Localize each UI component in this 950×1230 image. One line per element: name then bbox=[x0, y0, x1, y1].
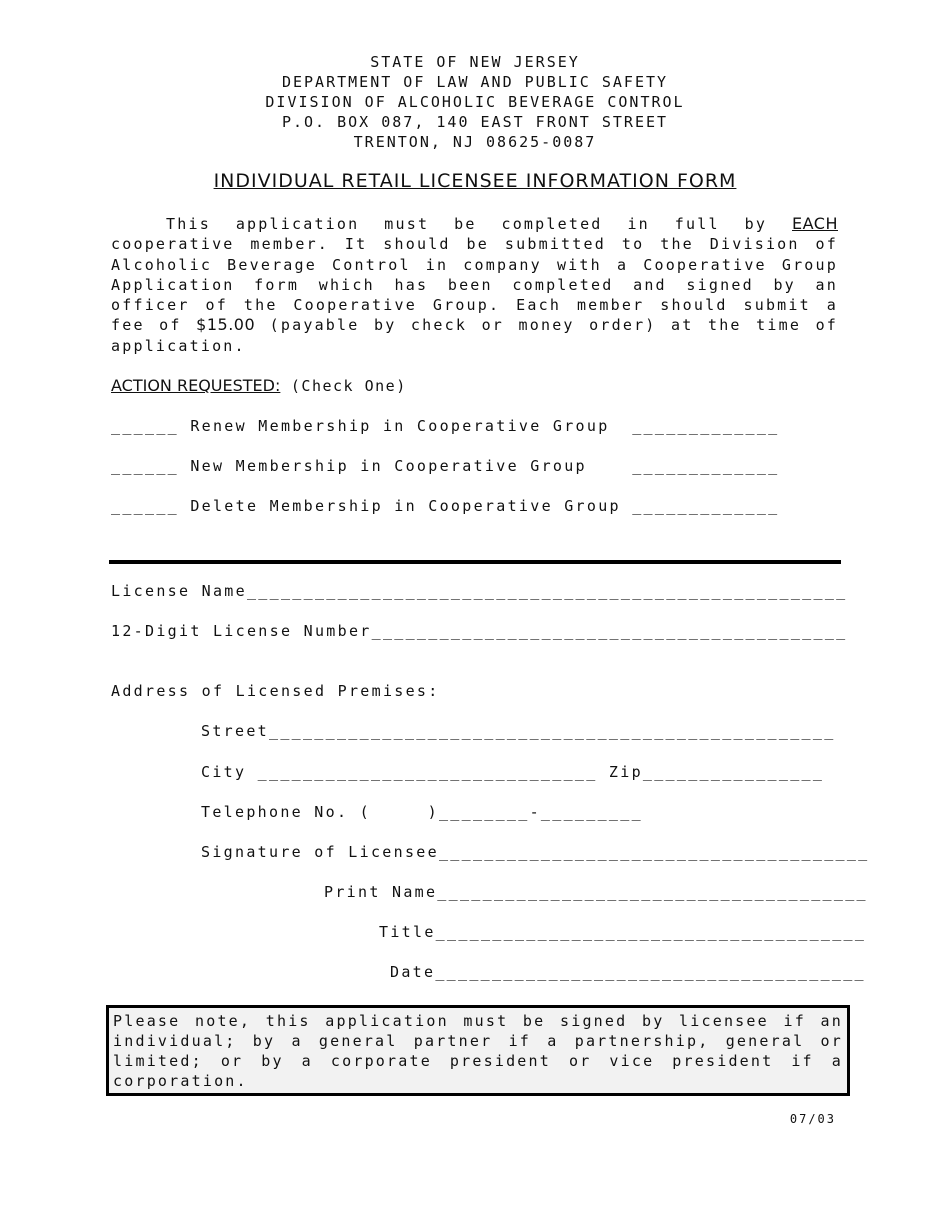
address-label: Address of Licensed Premises: bbox=[111, 682, 440, 700]
intro-part2: cooperative member. It should be submitted to the Division of Alcoholic Beverage Control in company with a Cooperative Group Application form which has been completed and signed by an officer of the Cooperative Group. Each member should submit a fee of bbox=[111, 235, 838, 335]
intro-fee: $15.00 bbox=[196, 315, 256, 335]
title-field[interactable]: Title______________________________________ bbox=[379, 923, 867, 941]
intro-each: EACH bbox=[792, 214, 838, 233]
action-requested bbox=[111, 376, 407, 395]
telephone-field[interactable]: Telephone No. ( )________-_________ bbox=[201, 803, 643, 821]
form-title-text: INDIVIDUAL RETAIL LICENSEE INFORMATION FORM bbox=[213, 170, 737, 192]
license-name-field[interactable]: License Name_____________________________________________________ bbox=[111, 582, 848, 600]
option-delete[interactable]: ______ Delete Membership in Cooperative Group _____________ bbox=[111, 497, 780, 515]
form-version: 07/03 bbox=[789, 1112, 836, 1126]
form-title bbox=[0, 170, 950, 192]
intro-part3: (payable by check or money order) at the time of application. bbox=[111, 316, 839, 355]
header-po-box: P.O. BOX 087, 140 EAST FRONT STREET bbox=[281, 113, 669, 131]
print-name-field[interactable]: Print Name______________________________________ bbox=[324, 883, 868, 901]
license-number-field[interactable]: 12-Digit License Number__________________________________________ bbox=[111, 622, 848, 640]
header-division: DIVISION OF ALCOHOLIC BEVERAGE CONTROL bbox=[265, 93, 685, 111]
signature-field[interactable]: Signature of Licensee______________________________________ bbox=[201, 843, 870, 861]
signature-note: Please note, this application must be signed by licensee if an individual; by a general partner if a partnership, general or limited; or by a corporate president or vice president if a corporation. bbox=[106, 1005, 850, 1096]
section-divider bbox=[109, 560, 841, 564]
city-zip-field[interactable]: City ______________________________ Zip________________ bbox=[201, 763, 825, 781]
header-city: TRENTON, NJ 08625-0087 bbox=[353, 133, 597, 151]
header-state: STATE OF NEW JERSEY bbox=[370, 53, 580, 71]
street-field[interactable]: Street__________________________________________________ bbox=[201, 722, 836, 740]
option-new[interactable]: ______ New Membership in Cooperative Group _____________ bbox=[111, 457, 780, 475]
option-renew[interactable]: ______ Renew Membership in Cooperative Group _____________ bbox=[111, 417, 780, 435]
action-label: ACTION REQUESTED: bbox=[111, 376, 281, 395]
agency-header bbox=[0, 52, 950, 152]
action-hint: (Check One) bbox=[290, 377, 407, 395]
intro-part1: This application must be completed in full by bbox=[166, 215, 768, 233]
date-field[interactable]: Date______________________________________ bbox=[390, 963, 866, 981]
intro-paragraph bbox=[111, 214, 838, 356]
header-department: DEPARTMENT OF LAW AND PUBLIC SAFETY bbox=[281, 73, 669, 91]
